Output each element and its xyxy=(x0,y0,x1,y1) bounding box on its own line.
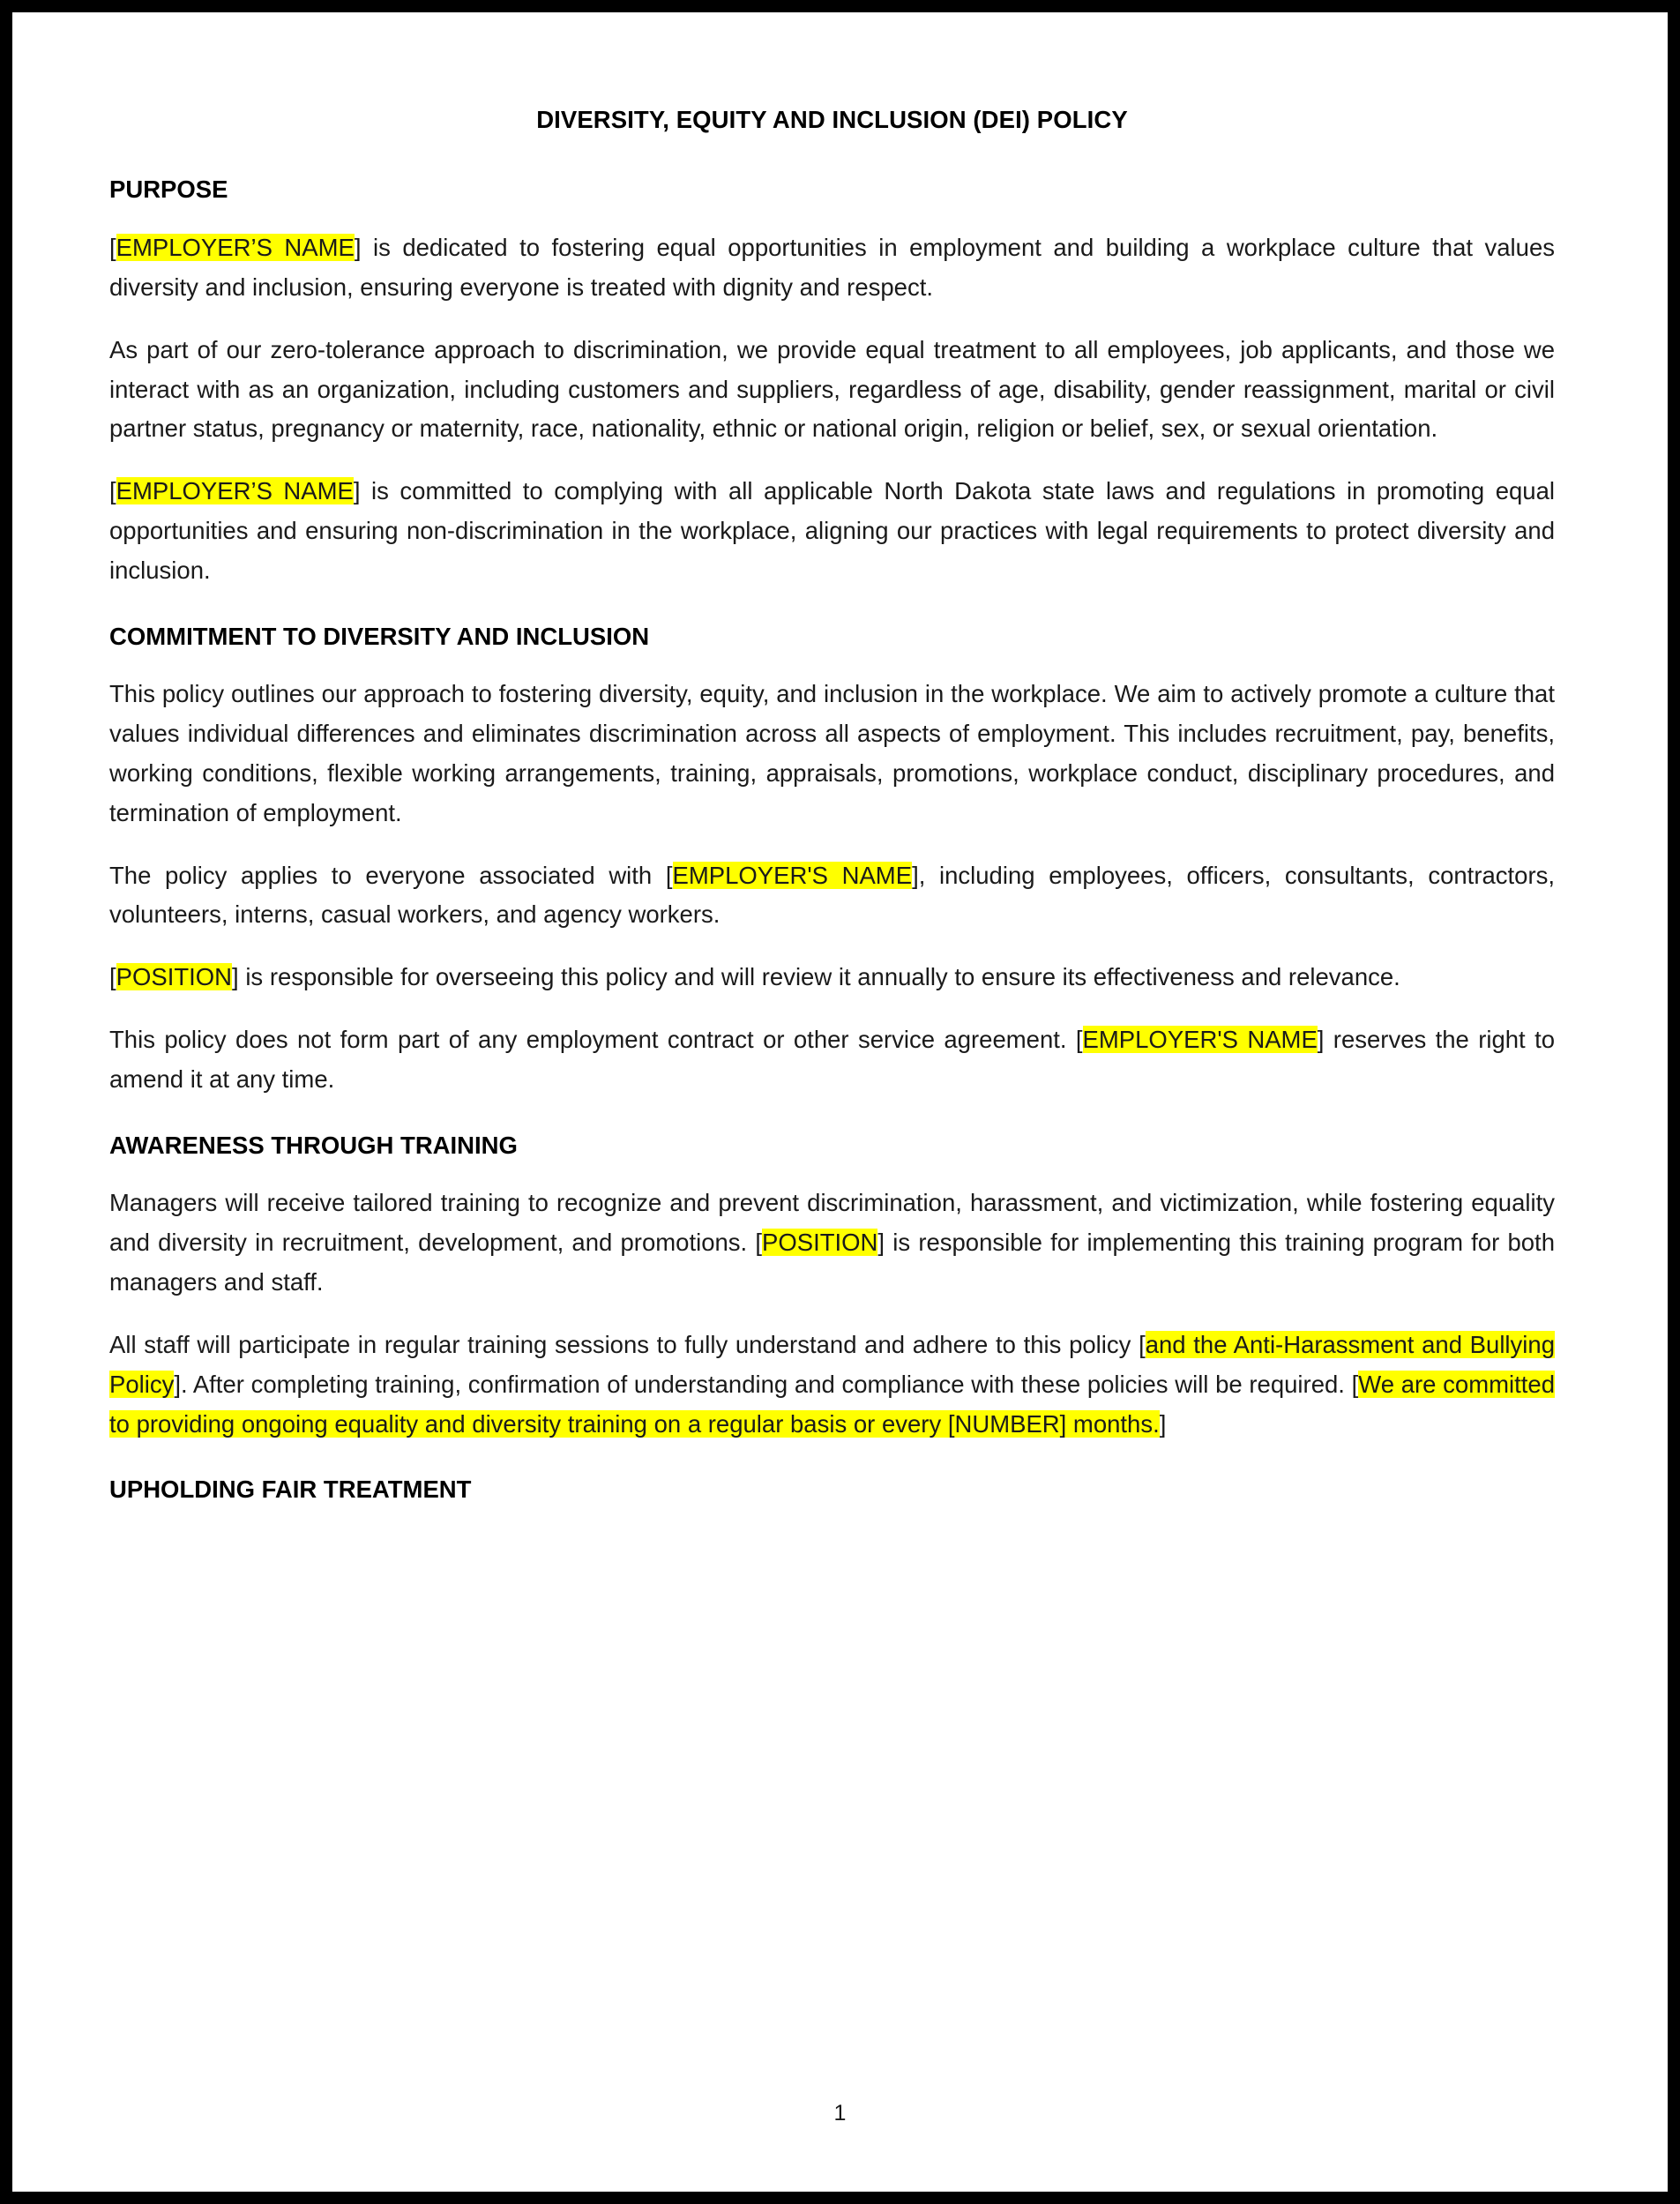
highlight-position: POSITION xyxy=(116,963,233,991)
paragraph-training-1 xyxy=(109,1184,1555,1302)
run-text: ] is responsible for implementing this training program for both managers and staff. xyxy=(109,1229,1555,1296)
run-text: [ xyxy=(109,234,116,262)
run-text: ] xyxy=(1159,1409,1167,1438)
section-heading-upholding-fair-treatment: UPHOLDING FAIR TREATMENT xyxy=(109,1476,472,1504)
paragraph-commitment-2 xyxy=(109,856,1555,936)
paragraph-purpose-1 xyxy=(109,228,1555,308)
paragraph-commitment-4 xyxy=(109,1020,1555,1100)
highlight-employer-name: EMPLOYER'S NAME xyxy=(672,861,913,889)
paragraph-purpose-2 xyxy=(109,331,1555,449)
run-text: [ xyxy=(109,963,116,991)
run-text: [ xyxy=(109,477,116,505)
page-content-area xyxy=(12,12,1668,2192)
highlight-ongoing-training-note: We are committed to providing ongoing equality and diversity training on a regular basis or every [NUMBER] months. xyxy=(109,1370,1555,1438)
section-heading-awareness-training: AWARENESS THROUGH TRAINING xyxy=(109,1131,518,1159)
page-title: DIVERSITY, EQUITY AND INCLUSION (DEI) POLICY xyxy=(536,106,1128,133)
paragraph-training-2 xyxy=(109,1326,1555,1444)
paragraph-commitment-1 xyxy=(109,675,1555,833)
run-text: Managers will receive tailored training to recognize and prevent discrimination, harassment, and victimization, while fostering equality and diversity in recruitment, development, and promotions. [ xyxy=(109,1189,1555,1257)
run-text: As part of our zero-tolerance approach to discrimination, we provide equal treatment to all employees, job applicants, and those we interact with as an organization, including customers and suppliers, regardless of age, disability, gender reassignment, marital or civil partner status, pregnancy or maternity, race, nationality, ethnic or national origin, religion or belief, sex, or sexual orientation. xyxy=(109,335,1555,443)
run-text: ] is responsible for overseeing this policy and will review it annually to ensure its effectiveness and relevance. xyxy=(232,963,1400,991)
run-text: The policy applies to everyone associated with [ xyxy=(109,861,673,889)
highlight-employer-name: EMPLOYER’S NAME xyxy=(116,234,355,262)
run-text: ] reserves the right to amend it at any time. xyxy=(109,1026,1556,1093)
section-heading-commitment: COMMITMENT TO DIVERSITY AND INCLUSION xyxy=(109,622,650,650)
paragraph-commitment-3 xyxy=(109,958,1555,997)
highlight-anti-harassment-policy: and the Anti-Harassment and Bullying Policy xyxy=(109,1330,1555,1398)
section-heading-purpose: PURPOSE xyxy=(109,176,228,204)
run-text: All staff will participate in regular training sessions to fully understand and adhere to this policy [ xyxy=(109,1330,1146,1358)
paragraph-purpose-3 xyxy=(109,472,1555,590)
highlight-employer-name: EMPLOYER'S NAME xyxy=(1082,1026,1318,1054)
run-text: ] is committed to complying with all applicable North Dakota state laws and regulations in promoting equal opportunities and ensuring non-discrimination in the workplace, aligning our practices with legal requirements to protect diversity and inclusion. xyxy=(109,477,1555,584)
run-text: ] is dedicated to fostering equal opportunities in employment and building a workplace culture that values diversity and inclusion, ensuring everyone is treated with dignity and respect. xyxy=(109,234,1555,301)
run-text: This policy does not form part of any employment contract or other service agreement. [ xyxy=(109,1026,1083,1054)
highlight-position: POSITION xyxy=(762,1229,878,1257)
highlight-employer-name: EMPLOYER’S NAME xyxy=(116,477,354,505)
run-text: ], including employees, officers, consultants, contractors, volunteers, interns, casual workers, and agency workers. xyxy=(109,861,1556,929)
page-number: 1 xyxy=(833,2101,847,2126)
run-text: This policy outlines our approach to fostering diversity, equity, and inclusion in the workplace. We aim to actively promote a culture that values individual differences and eliminates discrimination across all aspects of employment. This includes recruitment, pay, benefits, working conditions, flexible working arrangements, training, appraisals, promotions, workplace conduct, disciplinary procedures, and termination of employment. xyxy=(109,680,1555,826)
run-text: ]. After completing training, confirmation of understanding and compliance with these policies will be required. [ xyxy=(174,1370,1359,1398)
